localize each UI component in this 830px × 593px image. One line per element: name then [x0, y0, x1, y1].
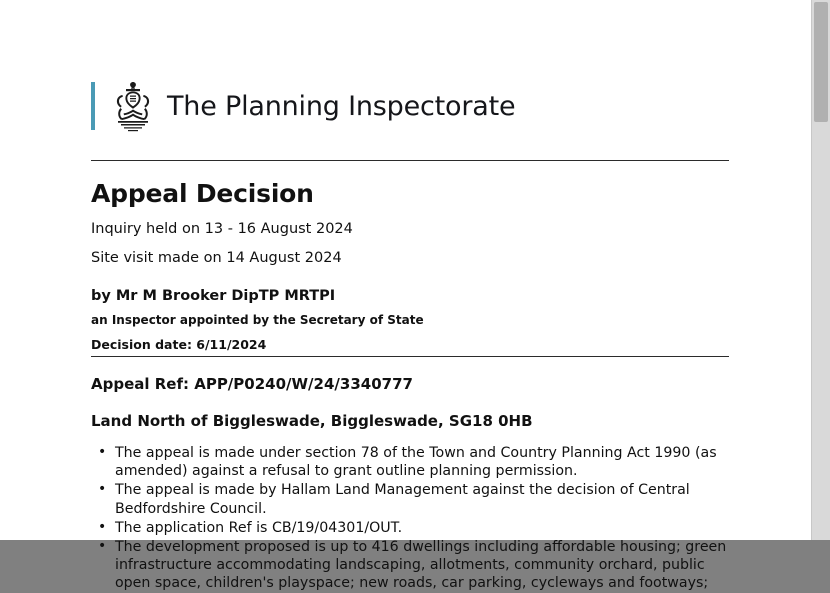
list-item: • The application Ref is CB/19/04301/OUT. — [113, 519, 731, 537]
appeal-reference: Appeal Ref: APP/P0240/W/24/3340777 — [91, 375, 413, 393]
scrollbar-thumb[interactable] — [814, 2, 828, 122]
decision-date: Decision date: 6/11/2024 — [91, 337, 267, 352]
inquiry-date-line: Inquiry held on 13 - 16 August 2024 — [91, 221, 353, 237]
organisation-name: The Planning Inspectorate — [167, 90, 516, 122]
vertical-scrollbar[interactable] — [811, 0, 830, 540]
list-item: • The appeal is made by Hallam Land Management against the decision of Central Bedfordshire Council. — [113, 481, 731, 517]
decision-date-divider — [91, 356, 729, 357]
site-address: Land North of Biggleswade, Biggleswade, SG18 0HB — [91, 412, 533, 430]
page-content — [91, 0, 731, 593]
header-divider — [91, 160, 729, 161]
masthead — [91, 78, 731, 134]
inspector-byline: by Mr M Brooker DipTP MRTPI — [91, 288, 336, 304]
royal-crest-icon — [109, 80, 157, 132]
list-item: • The appeal is made under section 78 of the Town and Country Planning Act 1990 (as amended) against a refusal to grant outline planning permission. — [113, 444, 731, 480]
appeal-details-list — [91, 444, 731, 592]
list-item: • The development proposed is up to 416 dwellings including affordable housing; green infrastructure accommodating landscaping, allotments, community orchard, public open space, children's playspace; new roads, car parking, cycleways and footways; — [113, 538, 731, 593]
masthead-accent-bar — [91, 82, 95, 130]
inspector-appointment-note: an Inspector appointed by the Secretary of State — [91, 313, 424, 327]
site-visit-line: Site visit made on 14 August 2024 — [91, 250, 342, 266]
page-title: Appeal Decision — [91, 179, 314, 208]
